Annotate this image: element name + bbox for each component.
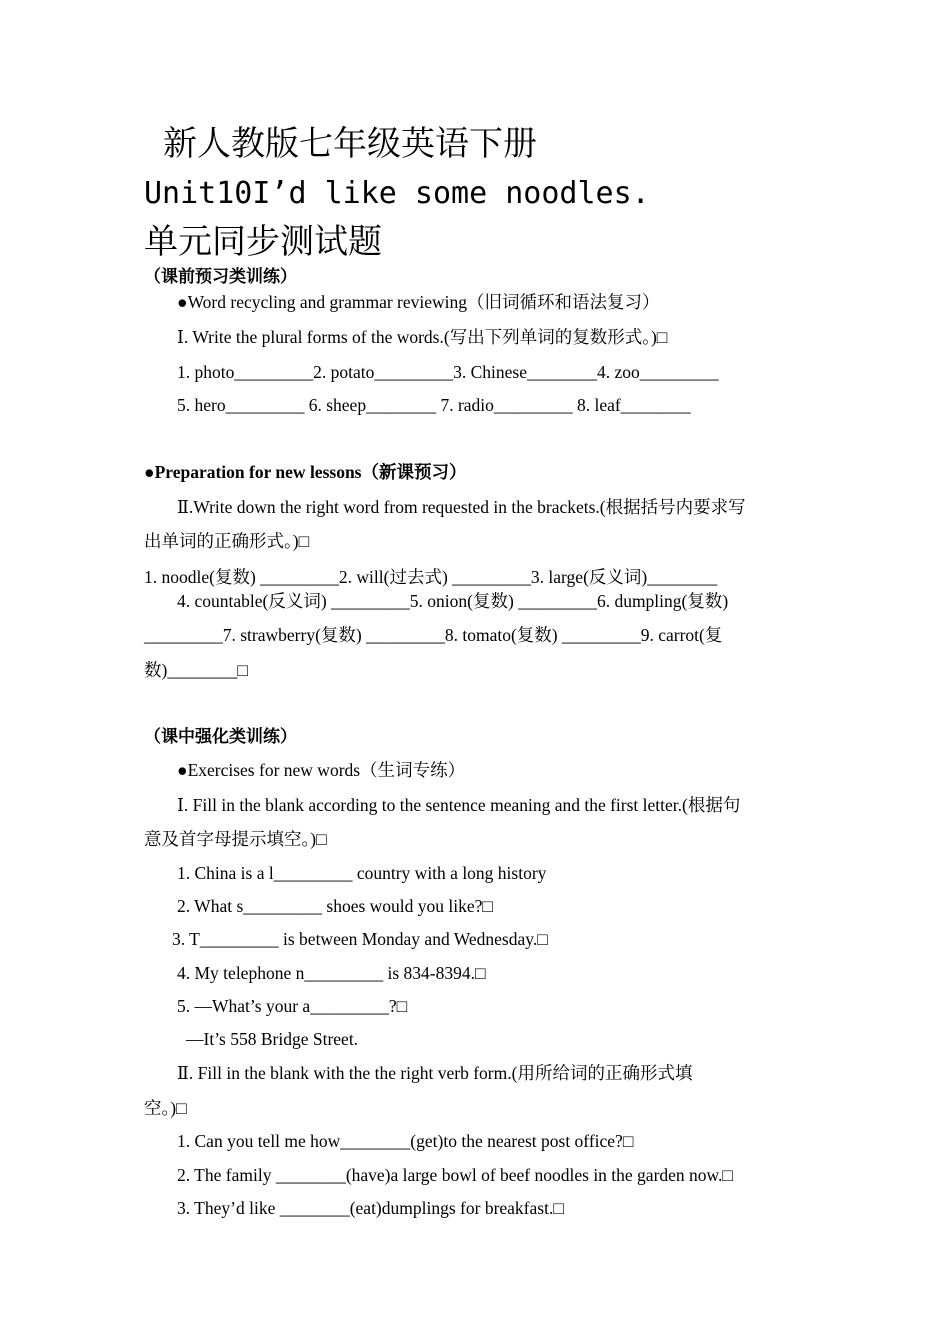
section-heading-pre: （课前预习类训练） [144, 267, 297, 286]
exercise-2-line-1: 1. noodle(复数) _________2. will(过去式) _________3. large(反义词)________ [144, 567, 718, 587]
title-subtitle: 单元同步测试题 [144, 222, 382, 262]
exercise-2-line-3: _________7. strawberry(复数) _________8. tomato(复数) _________9. carrot(复 [144, 625, 723, 645]
list-item: 3. T_________ is between Monday and Wednesday.□ [172, 929, 548, 949]
new-words-heading: ●Exercises for new words（生词专练） [177, 760, 466, 780]
exercise-1-row-1: 1. photo_________2. potato_________3. Chinese________4. zoo_________ [177, 362, 719, 382]
exercise-2-line-2: 4. countable(反义词) _________5. onion(复数) _________6. dumpling(复数) [177, 591, 729, 611]
word-recycling-heading: ●Word recycling and grammar reviewing（旧词循环和语法复习） [177, 292, 660, 312]
exercise-2-title-b: 出单词的正确形式。)□ [144, 531, 310, 551]
list-item: 2. What s_________ shoes would you like?□ [177, 896, 493, 916]
list-item: 1. Can you tell me how________(get)to the nearest post office?□ [177, 1131, 634, 1151]
list-item: 2. The family ________(have)a large bowl of beef noodles in the garden now.□ [177, 1165, 733, 1185]
exercise-4-title-b: 空。)□ [144, 1098, 187, 1118]
title-unit: Unit10I’d like some noodles. [144, 176, 650, 211]
list-item: 4. My telephone n_________ is 834-8394.□ [177, 963, 486, 983]
title-chinese: 新人教版七年级英语下册 [163, 124, 537, 164]
exercise-2-title-a: Ⅱ.Write down the right word from requested in the brackets.(根据括号内要求写 [177, 497, 746, 517]
list-item: —It’s 558 Bridge Street. [186, 1029, 359, 1049]
exercise-2-line-4: 数)________□ [144, 660, 248, 680]
list-item: 5. —What’s your a_________?□ [177, 996, 408, 1016]
section-heading-in: （课中强化类训练） [144, 727, 297, 746]
exercise-1-row-2: 5. hero_________ 6. sheep________ 7. radio_________ 8. leaf________ [177, 395, 691, 415]
list-item: 1. China is a l_________ country with a long history [177, 863, 547, 883]
preparation-heading: ●Preparation for new lessons（新课预习） [144, 462, 467, 482]
exercise-4-title-a: Ⅱ. Fill in the blank with the the right verb form.(用所给词的正确形式填 [177, 1063, 693, 1083]
list-item: 3. They’d like ________(eat)dumplings for breakfast.□ [177, 1198, 564, 1218]
exercise-1-title: Ⅰ. Write the plural forms of the words.(写出下列单词的复数形式。)□ [177, 327, 668, 347]
exercise-3-title-b: 意及首字母提示填空。)□ [144, 829, 327, 849]
exercise-3-title-a: Ⅰ. Fill in the blank according to the sentence meaning and the first letter.(根据句 [177, 795, 741, 815]
